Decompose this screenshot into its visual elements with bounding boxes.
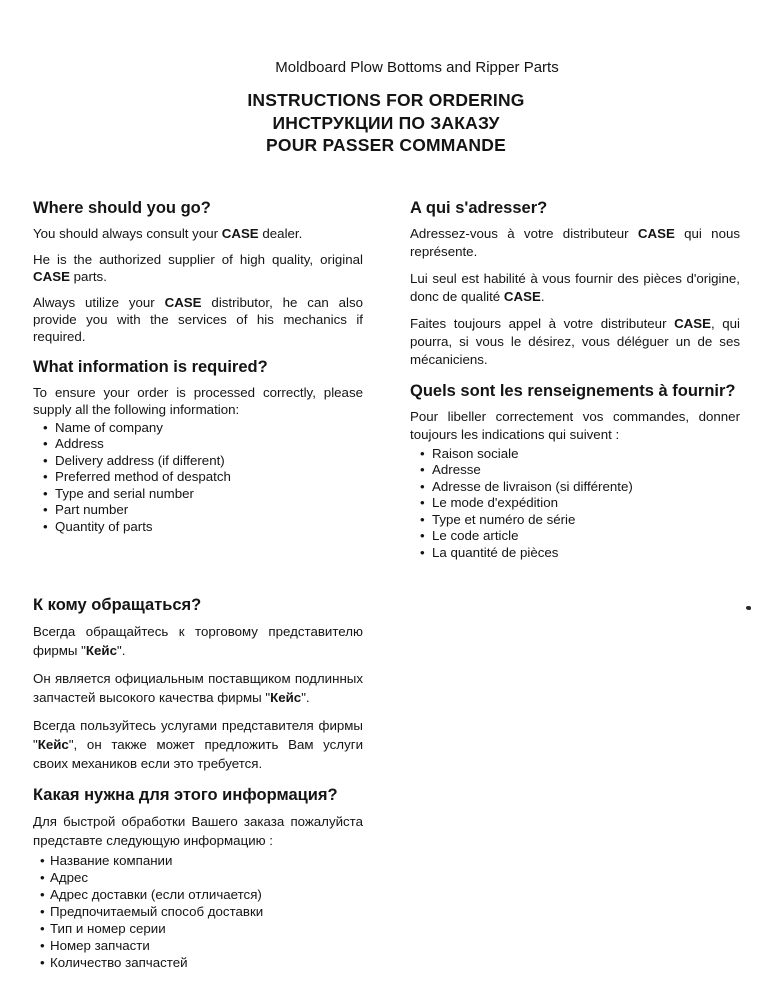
list-item: • Type and serial number xyxy=(33,486,363,503)
two-column-layout xyxy=(0,198,772,972)
list-item: • Adresse de livraison (si différente) xyxy=(410,479,740,496)
list-intro: To ensure your order is processed correctly, please supply all the following information: xyxy=(33,384,363,417)
list-item: • Количество запчастей xyxy=(33,954,363,971)
section-fr-information xyxy=(410,381,740,562)
list-item: • Адрес xyxy=(33,869,363,886)
list-item: • Название компании xyxy=(33,852,363,869)
list-item: • Adresse xyxy=(410,462,740,479)
required-info-list-en xyxy=(33,420,363,536)
list-intro: Pour libeller correctement vos commandes, donner toujours les indications qui suivent : xyxy=(410,408,740,442)
list-item: • Le code article xyxy=(410,528,740,545)
section-ru-where xyxy=(33,595,363,773)
section-fr-where xyxy=(410,198,740,369)
column-right xyxy=(410,198,740,972)
paragraph: Всегда обращайтесь к торговому представителю фирмы "Кейс". xyxy=(33,624,363,658)
section-ru-information xyxy=(33,785,363,971)
paragraph: Lui seul est habilité à vous fournir des pièces d'origine, donc de qualité CASE. xyxy=(410,270,740,304)
doc-title-line-fr: POUR PASSER COMMANDE xyxy=(266,135,506,155)
list-item: • Raison sociale xyxy=(410,446,740,463)
list-item: • La quantité de pièces xyxy=(410,545,740,562)
doc-title-line-en: INSTRUCTIONS FOR ORDERING xyxy=(247,90,525,110)
paragraph: He is the authorized supplier of high quality, original CASE parts. xyxy=(33,251,363,284)
required-info-list-ru xyxy=(33,852,363,971)
list-item: • Номер запчасти xyxy=(33,937,363,954)
paragraph: Faites toujours appel à votre distributeur CASE, qui pourra, si vous le désirez, vous déléguer un de ses mécaniciens. xyxy=(410,315,740,367)
paragraph: You should always consult your CASE dealer. xyxy=(33,225,303,241)
list-item: • Предпочитаемый способ доставки xyxy=(33,903,363,920)
section-heading: A qui s'adresser? xyxy=(410,198,548,217)
list-item: • Preferred method of despatch xyxy=(33,469,363,486)
column-left xyxy=(33,198,363,972)
list-item: • Type et numéro de série xyxy=(410,512,740,529)
paragraph: Он является официальным поставщиком подлинных запчастей высокого качества фирмы "Кейс". xyxy=(33,671,363,705)
list-item: • Quantity of parts xyxy=(33,519,363,536)
list-item: • Part number xyxy=(33,502,363,519)
doc-subtitle: Moldboard Plow Bottoms and Ripper Parts xyxy=(275,59,559,76)
required-info-list-fr xyxy=(410,446,740,562)
doc-title-line-ru: ИНСТРУКЦИИ ПО ЗАКАЗУ xyxy=(272,112,500,133)
section-heading: К кому обращаться? xyxy=(33,596,202,614)
list-item: • Address xyxy=(33,436,363,453)
section-heading: Quels sont les renseignements à fournir? xyxy=(410,381,736,400)
list-item: • Тип и номер серии xyxy=(33,920,363,937)
paragraph: Всегда пользуйтесь услугами представителя фирмы "Кейс", он также может предложить Вам услуги своих механиков если это требуется. xyxy=(33,718,363,771)
doc-title xyxy=(0,89,772,157)
paragraph: Always utilize your CASE distributor, he can also provide you with the services of his mechanics if required. xyxy=(33,294,363,344)
paragraph: Adressez-vous à votre distributeur CASE qui nous représente. xyxy=(410,225,741,259)
list-item: • Le mode d'expédition xyxy=(410,495,740,512)
section-heading: What information is required? xyxy=(33,357,268,376)
section-what-information xyxy=(33,357,363,536)
list-item: • Адрес доставки (если отличается) xyxy=(33,886,363,903)
scan-speck-artifact xyxy=(746,606,751,610)
list-item: • Name of company xyxy=(33,420,363,437)
section-where-should-you-go xyxy=(33,198,363,345)
list-item: • Delivery address (if different) xyxy=(33,453,363,470)
list-intro: Для быстрой обработки Вашего заказа пожалуйста представте следующую информацию : xyxy=(33,814,363,848)
section-heading: Where should you go? xyxy=(33,198,211,217)
section-heading: Какая нужна для этого информация? xyxy=(33,786,338,804)
